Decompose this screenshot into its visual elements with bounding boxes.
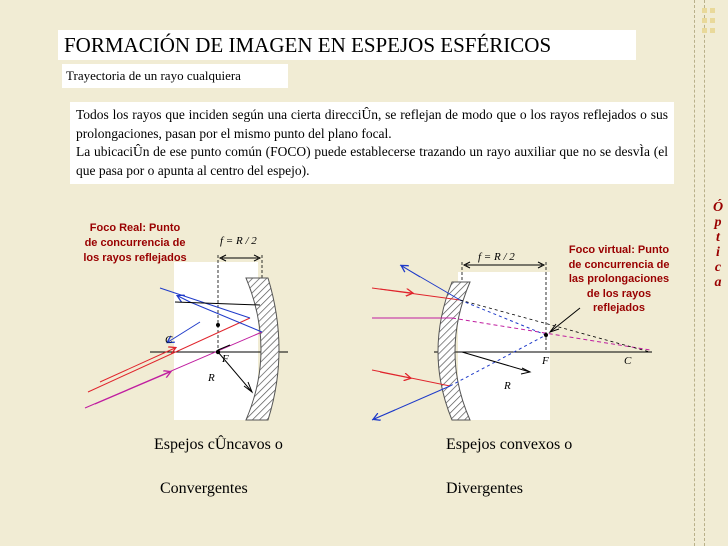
concave-mirror-diagram <box>85 255 288 420</box>
annotation-line: de concurrencia de <box>84 237 186 249</box>
annotation-line: las prolongaciones <box>568 273 670 285</box>
concave-annotation <box>82 221 188 266</box>
side-letter: Ó <box>712 200 724 215</box>
convex-annotation <box>562 243 676 316</box>
convex-label-f: F <box>542 355 549 367</box>
side-letter: i <box>716 245 720 260</box>
convex-label-c: C <box>624 355 632 367</box>
annotation-line: de concurrencia de <box>568 258 670 271</box>
side-letter: c <box>714 260 722 275</box>
concave-label-c: C <box>165 334 173 346</box>
annotation-line: Foco Real: Punto <box>89 222 181 234</box>
virtual-focus-point <box>544 333 548 337</box>
concave-label-f: F <box>222 353 229 365</box>
concave-backdrop <box>174 262 258 420</box>
annotation-line: reflejados <box>593 302 645 314</box>
explanation-line-2: La ubicaciÛn de ese punto común (FOCO) puede establecerse trazando un rayo auxiliar que no se desvÌa (el que pasa por o apunta al centro del espejo). <box>76 144 668 178</box>
convex-label-r: R <box>504 380 511 392</box>
focus-point-f <box>216 323 220 327</box>
concave-caption-line-2: Convergentes <box>160 480 248 497</box>
concave-focal-formula: f = R / 2 <box>220 235 257 247</box>
concave-caption-line-1: Espejos cÛncavos o <box>154 436 283 453</box>
side-letter: t <box>716 230 720 245</box>
slide-title: FORMACIÓN DE IMAGEN EN ESPEJOS ESFÉRICOS <box>58 30 636 60</box>
convex-backdrop <box>458 272 550 420</box>
convex-caption-line-2: Divergentes <box>446 480 524 497</box>
explanation-line-1: Todos los rayos que inciden según una cierta direcciÛn, se reflejan de modo que o los rayos reflejados o sus prolongaciones, pasan por el mismo punto del plano focal. <box>76 107 668 141</box>
convex-focal-formula: f = R / 2 <box>478 251 515 263</box>
convex-caption-line-1: Espejos convexos o <box>446 436 573 453</box>
concave-label-r: R <box>208 372 215 384</box>
center-point-c <box>216 350 220 354</box>
side-letter: a <box>714 275 722 290</box>
annotation-line: de los rayos <box>586 287 652 300</box>
slide-subtitle: Trayectoria de un rayo cualquiera <box>62 64 288 88</box>
annotation-line: Foco virtual: Punto <box>568 244 670 256</box>
side-letter: p <box>714 215 722 230</box>
annotation-line: los rayos reflejados <box>83 252 187 264</box>
